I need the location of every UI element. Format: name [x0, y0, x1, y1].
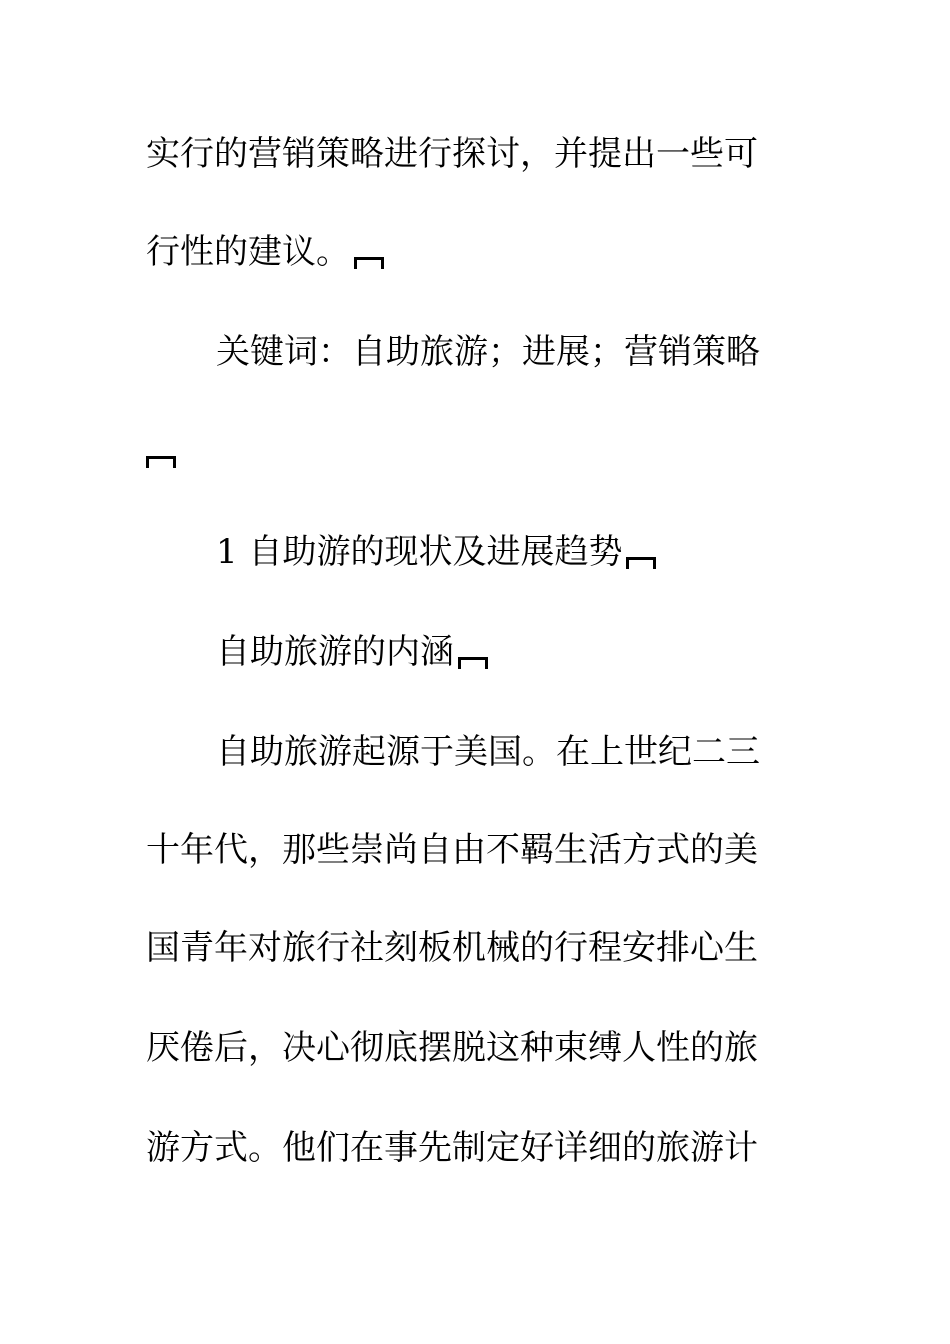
text-line-2 — [146, 230, 786, 274]
keywords-line — [216, 330, 856, 374]
text-content: 国青年对旅行社刻板机械的行程安排心生 — [146, 928, 758, 968]
text-line-9 — [146, 1026, 786, 1070]
paragraph-mark-icon — [626, 557, 656, 569]
text-content: 十年代，那些崇尚自由不羁生活方式的美 — [146, 830, 758, 870]
text-content: 游方式。他们在事先制定好详细的旅游计 — [146, 1128, 758, 1168]
text-line-10 — [146, 1126, 786, 1170]
text-content: 实行的营销策略进行探讨，并提出一些可 — [146, 134, 758, 174]
paragraph-mark-icon — [354, 257, 384, 269]
paragraph-mark-icon — [146, 456, 176, 468]
text-line-7 — [146, 828, 786, 872]
text-content: 厌倦后，决心彻底摆脱这种束缚人性的旅 — [146, 1028, 758, 1068]
section-heading — [216, 530, 856, 574]
text-content: 自助旅游的内涵 — [216, 632, 454, 672]
text-line-1 — [146, 132, 786, 176]
text-content: 关键词：自助旅游；进展；营销策略 — [216, 332, 760, 372]
text-content: 行性的建议。 — [146, 232, 350, 272]
subsection-heading — [216, 630, 856, 674]
text-content: 自助旅游起源于美国。在上世纪二三 — [216, 732, 760, 772]
text-line-8 — [146, 926, 786, 970]
text-line-6 — [216, 730, 856, 774]
text-content: 1 自助游的现状及进展趋势 — [216, 532, 623, 572]
paragraph-mark-icon — [458, 657, 488, 669]
